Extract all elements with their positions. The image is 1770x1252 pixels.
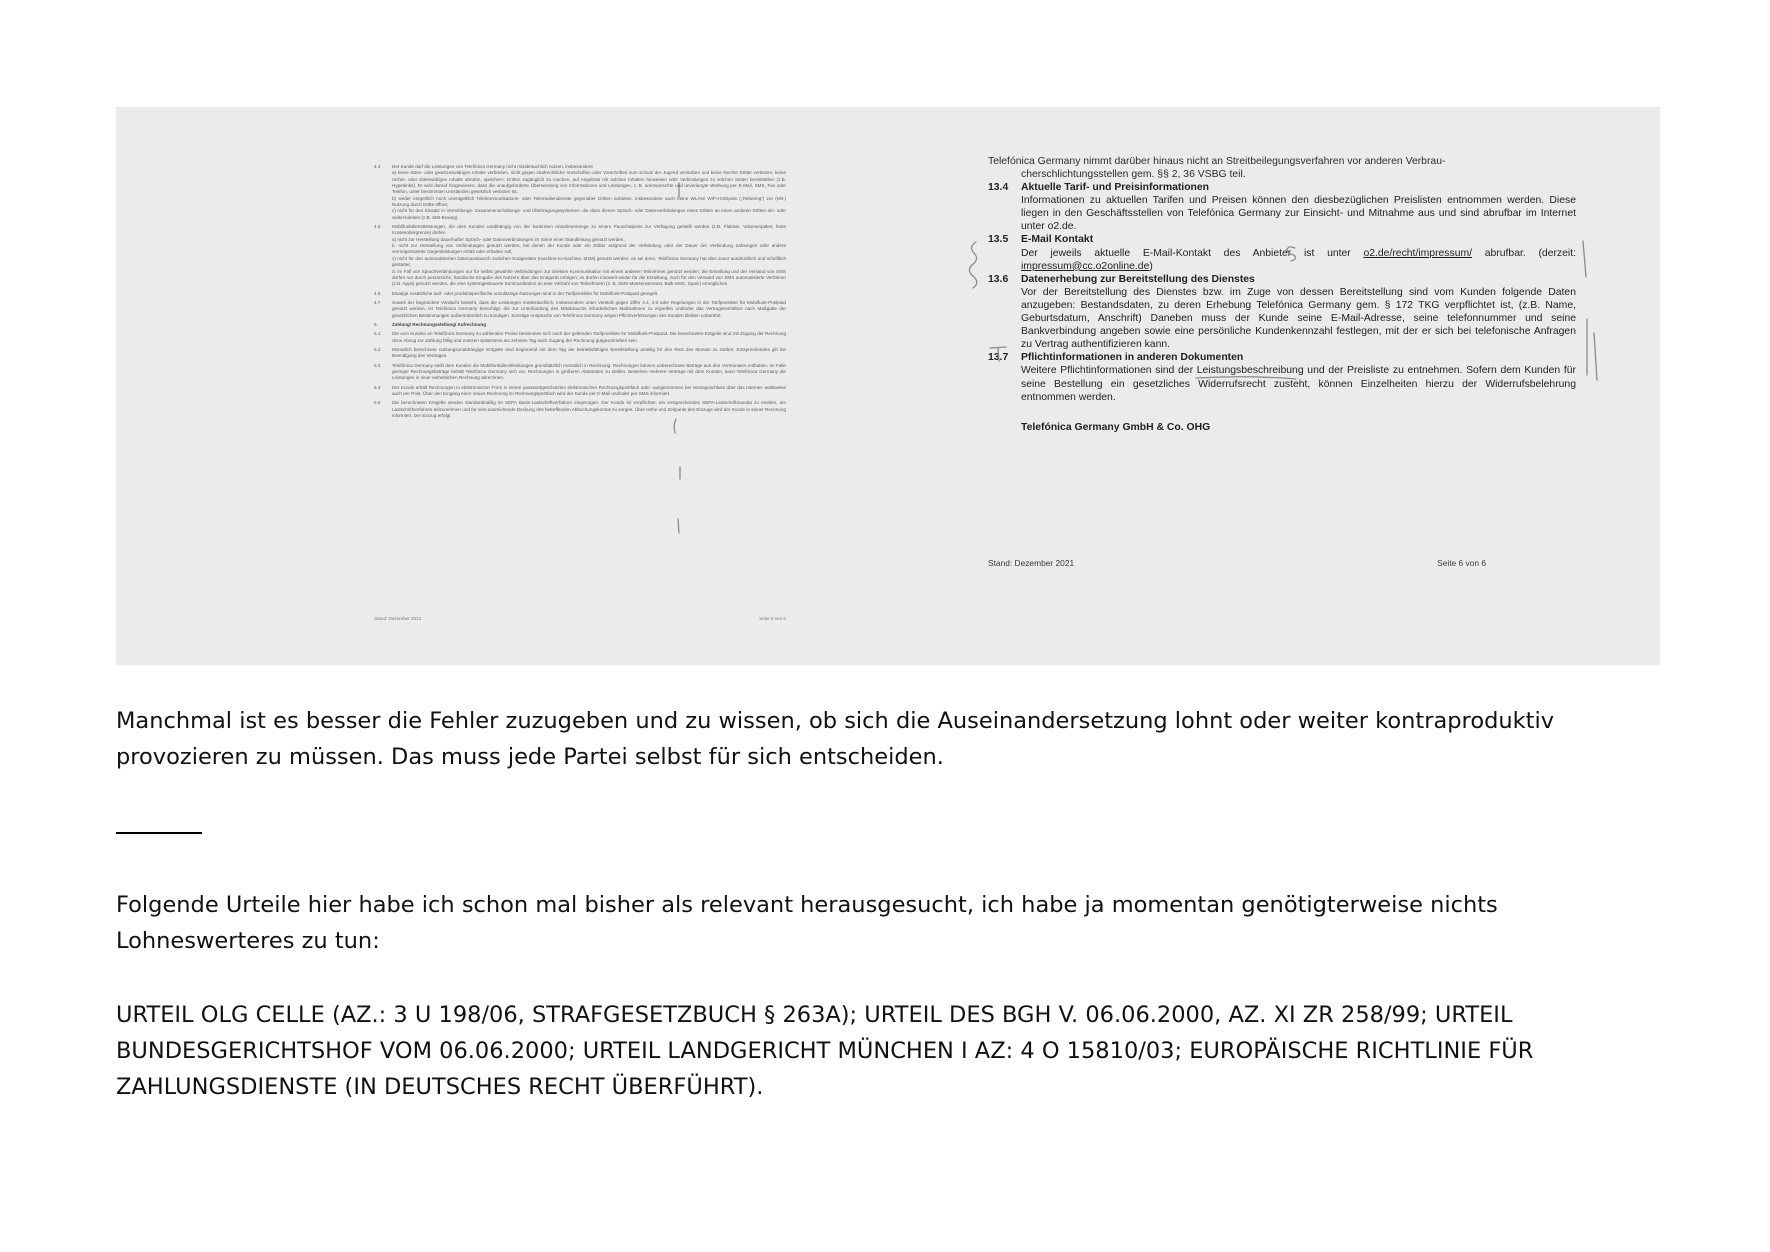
clause-text: Telefónica Germany stellt dem Kunden die Mobilfunkdienstleistungen grundsätzlich monatlich in Rechnung. Rechnungen können unberechnete Beträge aus den Vormonaten enthalten. Im Falle geringer Rechnungsbeträge behält Telefónica Germany sich vor, Rechnungen in größeren Abständen zu stellen. Bestehen mehrere Verträge mit dem Kunden, kann Telefónica Germany die Leistungen in einer einheitlichen Rechnung abrechnen. bbox=[392, 362, 786, 381]
left-page-clause bbox=[374, 300, 786, 319]
clause-text: a) nicht zur Herstellung dauerhafter Sprach- oder Datenverbindungen im Sinne einer Standleitung genutzt werden, bbox=[392, 236, 625, 242]
section-13-5-body: Der jeweils aktuelle E-Mail-Kontakt des Anbieter ist unter o2.de/recht/impressum/ abrufbar. (derzeit: impressum@cc.o2online.de) bbox=[1021, 247, 1576, 272]
section-title: E-Mail Kontakt bbox=[1021, 234, 1094, 246]
left-page-clause bbox=[374, 196, 786, 209]
section-13-5 bbox=[988, 233, 1576, 246]
right-page-cut-line: Telefónica Germany nimmt darüber hinaus nicht an Streitbeilegungsverfahren vor anderen Verbrau- bbox=[988, 156, 1446, 167]
clause-text: Zahlung/ Rechnungsstellung/ Aufrechnung bbox=[392, 321, 486, 327]
left-page-clause bbox=[374, 322, 786, 328]
right-document-page bbox=[988, 156, 1576, 434]
scanned-document-image bbox=[116, 107, 1660, 665]
clause-number bbox=[374, 269, 392, 288]
section-number: 13.5 bbox=[988, 234, 1009, 246]
left-document-page bbox=[374, 161, 786, 641]
clause-number: 5. bbox=[374, 321, 378, 327]
clause-number: 5.3 bbox=[374, 362, 381, 368]
clause-number: 5.5 bbox=[374, 400, 381, 406]
clause-text: c) nicht für den Einsatz in Vermittlungs- Zusammenschaltungs- und Übertragungssystemen, die dazu dienen Sprach- oder Datenverbindungen eines Dritten an einen anderen Dritten ein- oder weiterzuleiten (z.B. SIM-Boxing). bbox=[392, 208, 786, 220]
left-page-clause bbox=[374, 243, 786, 256]
section-number: 13.7 bbox=[988, 352, 1009, 364]
left-page-clause bbox=[374, 208, 786, 221]
clause-number bbox=[374, 208, 392, 221]
section-title: Datenerhebung zur Bereitstellung des Dienstes bbox=[1021, 273, 1255, 285]
clause-text: d. im Fall von Sprachverbindungen nur für selbst gewählte Verbindungen zur direkten Kommunikation mit einem anderen Teilnehmer genutzt werden; die Erstellung und der Versand von SMS dürfen nur durch persönliche, händische Eingabe des Nutzers über das Endgerät erfolgen; es dürfen insoweit weder für die Erstellung, noch für den Versand von SMS automatisierte Verfahren (z.B. Apps) genutzt werden, die eine systemgesteuerte Kommunikation an eine Vielzahl von Teilnehmern (z. B. SMS-Massenversand, Bulk-SMS, Spam) ermöglichen. bbox=[392, 268, 786, 287]
paragraph-urteile-intro: Folgende Urteile hier habe ich schon mal bisher als relevant herausgesucht, ich habe ja momentan genötigterweise nichts Lohneswerteres zu tun: bbox=[116, 892, 1498, 954]
left-page-clause bbox=[374, 224, 786, 237]
section-number: 13.6 bbox=[988, 273, 1009, 285]
clause-number: 5.1 bbox=[374, 331, 381, 337]
section-13-4-body: Informationen zu aktuellen Tarifen und Preisen können den diesbezüglichen Preislisten entnommen werden. Diese liegen in den Geschäftsstellen von Telefónica Germany zur Einsicht- und Mitnahme aus und sind abrufbar im Internet unter o2.de. bbox=[1021, 195, 1576, 233]
clause-text: Der Kunde erhält Rechnungen in elektronischer Form in einem passwortgeschützten elektronischen Rechnungspostfach oder -ausgenommen bei Vertragsschluss über das Internet- wahlweise auch per Post. Über den Eingang einer neuen Rechnung im Rechnungspostfach wird der Kunde per E-Mail und/oder per SMS informiert. bbox=[392, 384, 786, 396]
left-footer-page: Seite 2 von 6 bbox=[759, 616, 786, 621]
clause-text: Etwaige zusätzliche tarif- oder produktspezifische unzulässige Nutzungen sind in der Tarifpreisliste für Mobilfunk-Postpaid geregelt. bbox=[392, 290, 659, 296]
right-page-footer bbox=[988, 558, 1486, 568]
clause-number bbox=[374, 243, 392, 256]
section-13-6 bbox=[988, 273, 1576, 286]
clause-text: Die berechneten Entgelte werden standardmäßig im SEPA Basis-Lastschriftverfahren eingezogen. Der Kunde ist verpflichtet, ein entsprechendes SEPA-Lastschriftmandat zu erteilen, am Lastschriftverfahren teilzunehmen und für eine ausreichende Deckung des betreffenden Abbuchungskontos zu sorgen. Über Höhe und Zeitpunkt des Einzugs wird der Kunde in seiner Rechnung informiert. Der Einzug erfolgt bbox=[392, 400, 786, 419]
clause-text: a) keine sitten- oder gesetzeswidrigen Inhalte verbreiten, nicht gegen strafrechtliche Vorschriften oder Vorschriften zum Schutz der Jugend verstoßen und keine Rechte Dritter verletzen, keine rechts- oder sittenwidrigen Inhalte abrufen, speichern, Dritten zugänglich zu machen, auf Angebote mit solchen Inhalten hinweisen oder Verbindungen zu solchen Seiten bereitstellen (z.B. Hyperlinks). Er wird darauf hingewiesen, dass die unaufgeforderte Übersendung von Informationen und Leistungen, z. B. unerwünschte und unverlangte Werbung per E-Mail, SMS, Fax oder Telefon, unter bestimmten Umständen gesetzlich verboten ist; bbox=[392, 170, 786, 195]
section-number: 13.4 bbox=[988, 182, 1009, 194]
right-footer-date: Stand: Dezember 2021 bbox=[988, 558, 1075, 568]
left-footer-date: Stand: Dezember 2021 bbox=[374, 616, 422, 621]
section-13-6-body: Vor der Bereitstellung des Dienstes bzw. im Zuge von dessen Bereitstellung sind vom Kunden folgende Daten anzugeben: Bestandsdaten, zu deren Erhebung Telefónica Germany gem. § 172 TKG verpflichtet ist, (z.B. Name, Geburtsdatum, Anschrift) Daneben muss der Kunde seine E-Mail-Adresse, seine telefonnummer und seine Bankverbindung angeben sowie eine persönliche Kundenkennzahl festlegen, mit der er sich bei telefonische Anfragen zu Vertrag authentifizieren kann. bbox=[1021, 286, 1576, 351]
impressum-email-link[interactable]: impressum@cc.o2online.de bbox=[1021, 260, 1150, 272]
section-13-7 bbox=[988, 351, 1576, 364]
left-page-clause bbox=[374, 385, 786, 398]
section-13-4 bbox=[988, 181, 1576, 194]
clause-number: 5.2 bbox=[374, 346, 381, 352]
left-page-clause bbox=[374, 291, 786, 297]
section-13-7-body: Weitere Pflichtinformationen sind der Leistungsbeschreibung und der Preisliste zu entnehmen. Sofern dem Kunden für seine Bestellung ein gesetzliches Widerrufsrecht zusteht, können Einzelheiten hierzu der Widerrufsbelehrung entnommen werden. bbox=[1021, 365, 1576, 403]
left-page-clause bbox=[374, 347, 786, 360]
paragraph-fehler-zugeben: Manchmal ist es besser die Fehler zuzugeben und zu wissen, ob sich die Auseinandersetzung lohnt oder weiter kontraproduktiv provozieren zu müssen. Das muss jede Partei selbst für sich entscheiden. bbox=[116, 708, 1555, 770]
clause-text: Mobilfunkdienstleistungen, die dem Kunden unabhängig von der konkreten Abnahmemenge zu einem Pauschalpreis zur Verfügung gestellt werden (z.B. Flatrate, Volumenpaket, feste Kostenobergrenze) dürfen bbox=[392, 224, 786, 236]
left-page-clause bbox=[374, 256, 786, 269]
section-title: Aktuelle Tarif- und Preisinformationen bbox=[1021, 182, 1210, 194]
squiggle-mark-13-5 bbox=[969, 242, 976, 288]
clause-number bbox=[374, 196, 392, 209]
left-page-clause bbox=[374, 170, 786, 195]
left-page-clause bbox=[374, 269, 786, 288]
clause-number: 5.4 bbox=[374, 384, 381, 390]
double-vertical-mark-13-6 bbox=[1587, 319, 1597, 380]
left-page-clause bbox=[374, 400, 786, 419]
left-page-clause bbox=[374, 331, 786, 344]
clause-number: 4.5 bbox=[374, 224, 381, 230]
clause-text: Der Kunde darf die Leistungen von Telefónica Germany nicht missbräuchlich nutzen, insbesondere bbox=[392, 164, 593, 169]
clause-number: 4.4 bbox=[374, 164, 381, 169]
clause-text: Soweit der begründete Verdacht besteht, dass die Leistungen missbräuchlich, insbesondere unter Verstoß gegen Ziffer 4.4, 4.5 oder Regelungen in der Tarifpreisliste für Mobilfunk-Postpaid genutzt werden, ist Telefónica Germany berechtigt, die zur Unterbindung des Missbrauchs erforderlichen Maßnahmen zu ergreifen und/oder das Vertragsverhältnis nach Maßgabe der gesetzlichen Bestimmungen außerordentlich zu kündigen. Sonstige Ansprüche von Telefónica Germany wegen Pflichtverletzungen des Kunden bleiben unberührt. bbox=[392, 299, 786, 318]
clause-number: 4.6 bbox=[374, 290, 381, 296]
clause-number bbox=[374, 170, 392, 195]
right-page-top-line: cherschlichtungsstellen gem. §§ 2, 36 VSBG teil. bbox=[1021, 169, 1246, 180]
impressum-link[interactable]: o2.de/recht/impressum/ bbox=[1363, 247, 1473, 259]
divider-rule bbox=[116, 832, 202, 834]
clause-text: Monatlich berechnete nutzungsunabhängige Entgelte sind beginnend mit dem Tag der betriebsfähigen Bereitstellung anteilig für den Rest des Monats zu zahlen; Entsprechendes gilt bei Beendigung des Vertrages. bbox=[392, 346, 786, 359]
clause-text: Die vom Kunden an Telefónica Germany zu zahlenden Preise bestimmen sich nach der geltenden Tarifpreisliste für Mobilfunk-Postpaid. Die berechneten Entgelte sind mit Zugang der Rechnung ohne Abzug zur Zahlung fällig und müssen spätestens am zehnten Tag nach Zugang der Rechnung gutgeschrieben sein. bbox=[392, 331, 786, 343]
clause-number: 4.7 bbox=[374, 299, 381, 305]
clause-number bbox=[374, 256, 392, 269]
clause-text: b. nicht zur Herstellung von Verbindungen genutzt werden, bei denen der Kunde oder ein Dritter aufgrund der Verbindung oder der Dauer der Verbindung Zahlungen oder andere vermögenswerte Gegenleistungen erhält oder erhalten soll, bbox=[392, 243, 786, 255]
section-title: Pflichtinformationen in anderen Dokumenten bbox=[1021, 352, 1244, 364]
left-page-footer bbox=[374, 616, 786, 621]
vertical-mark-13-5 bbox=[1583, 241, 1586, 277]
right-footer-page: Seite 6 von 6 bbox=[1437, 558, 1486, 568]
clause-text: b) weder entgeltlich noch unentgeltlich Telekommunikations- oder Telemediendienste gegenüber Dritten anbieten, insbesondere auch keine WLAN/ WiFi-HotSpots („Tethering“) zur (Mit-) Nutzung durch Dritte öffnet; bbox=[392, 195, 786, 208]
paragraph-urteile-list: URTEIL OLG CELLE (AZ.: 3 U 198/06, STRAFGESETZBUCH § 263A); URTEIL DES BGH V. 06.06.2000, AZ. XI ZR 258/99; URTEIL BUNDESGERICHTSHOF VOM 06.06.2000; URTEIL LANDGERICHT MÜNCHEN I AZ: 4 O 15810/03; EUROPÄISCHE RICHTLINIE FÜR ZAHLUNGSDIENSTE (IN DEUTSCHES RECHT ÜBERFÜHRT). bbox=[116, 1002, 1534, 1100]
clause-text: c) nicht für den automatisierten Datenaustausch zwischen Endgeräten (machine-to-machine, M2M) genutzt werden, es sei denn, Telefónica Germany hat dies zuvor ausdrücklich und schriftlich gestattet, bbox=[392, 255, 786, 268]
left-page-clause bbox=[374, 363, 786, 382]
company-signature: Telefónica Germany GmbH & Co. OHG bbox=[1021, 421, 1211, 433]
